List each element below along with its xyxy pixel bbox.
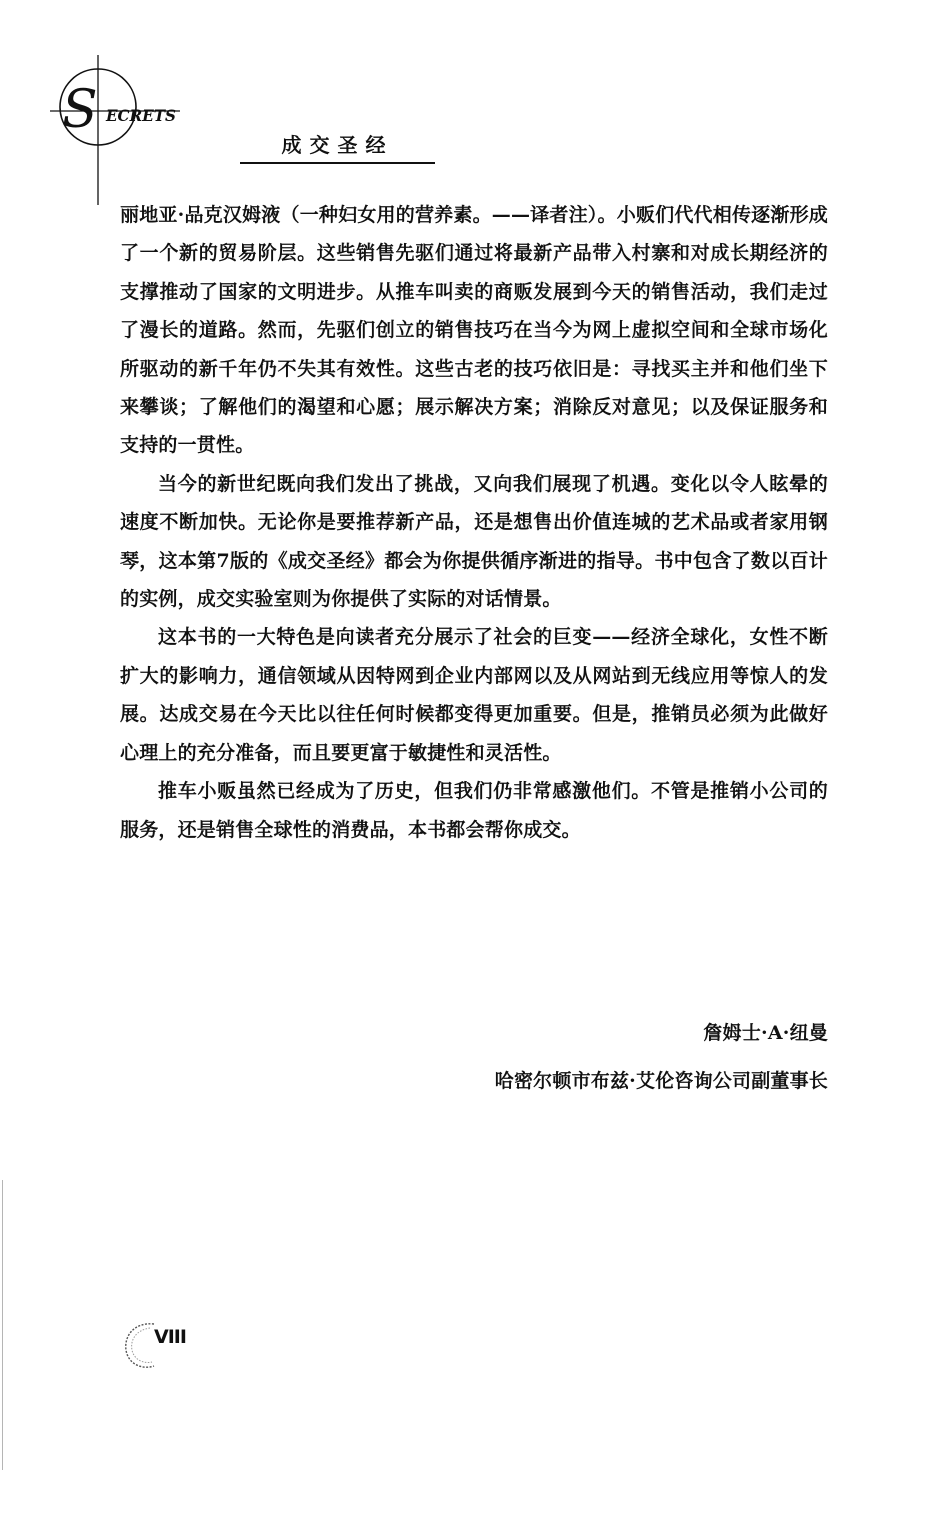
running-title: 成交圣经 xyxy=(281,133,394,157)
paragraph: 丽地亚·品克汉姆液（一种妇女用的营养素。——译者注）。小贩们代代相传逐渐形成了一个新的贸易阶层。这些销售先驱们通过将最新产品带入村寨和对成长期经济的支撑推动了国家的文明进步。从推车叫卖的商贩发展到今天的销售活动，我们走过了漫长的道路。然而，先驱们创立的销售技巧在当今为网上虚拟空间和全球市场化所驱动的新千年仍不失其有效性。这些古老的技巧依旧是：寻找买主并和他们坐下来攀谈；了解他们的渴望和心愿；展示解决方案；消除反对意见；以及保证服务和支持的一贯性。 xyxy=(120,204,828,457)
signature-name: 詹姆士·A·纽曼 xyxy=(703,1022,828,1044)
signature-title: 哈密尔顿市布兹·艾伦咨询公司副董事长 xyxy=(494,1070,828,1092)
paragraph: 这本书的一大特色是向读者充分展示了社会的巨变——经济全球化，女性不断扩大的影响力，通信领域从因特网到企业内部网以及从网站到无线应用等惊人的发展。达成交易在今天比以往任何时候都变得更加重要。但是，推销员必须为此做好心理上的充分准备，而且要更富于敏捷性和灵活性。 xyxy=(120,626,828,764)
paragraph: 当今的新世纪既向我们发出了挑战，又向我们展现了机遇。变化以令人眩晕的速度不断加快。无论你是要推荐新产品，还是想售出价值连城的艺术品或者家用钢琴，这本第7版的《成交圣经》都会为你提供循序渐进的指导。书中包含了数以百计的实例，成交实验室则为你提供了实际的对话情景。 xyxy=(120,472,828,611)
paragraph: 推车小贩虽然已经成为了历史，但我们仍非常感激他们。不管是推销小公司的服务，还是销售全球性的消费品，本书都会帮你成交。 xyxy=(120,780,828,841)
logo-letter: S xyxy=(62,80,98,140)
page-number xyxy=(118,1318,198,1378)
body-text xyxy=(120,196,828,849)
running-head xyxy=(240,128,435,164)
secrets-logo xyxy=(50,55,190,205)
page-number-text: VIII xyxy=(154,1326,186,1348)
logo-word: ECRETS xyxy=(105,106,176,125)
scan-edge-line xyxy=(2,1180,3,1470)
